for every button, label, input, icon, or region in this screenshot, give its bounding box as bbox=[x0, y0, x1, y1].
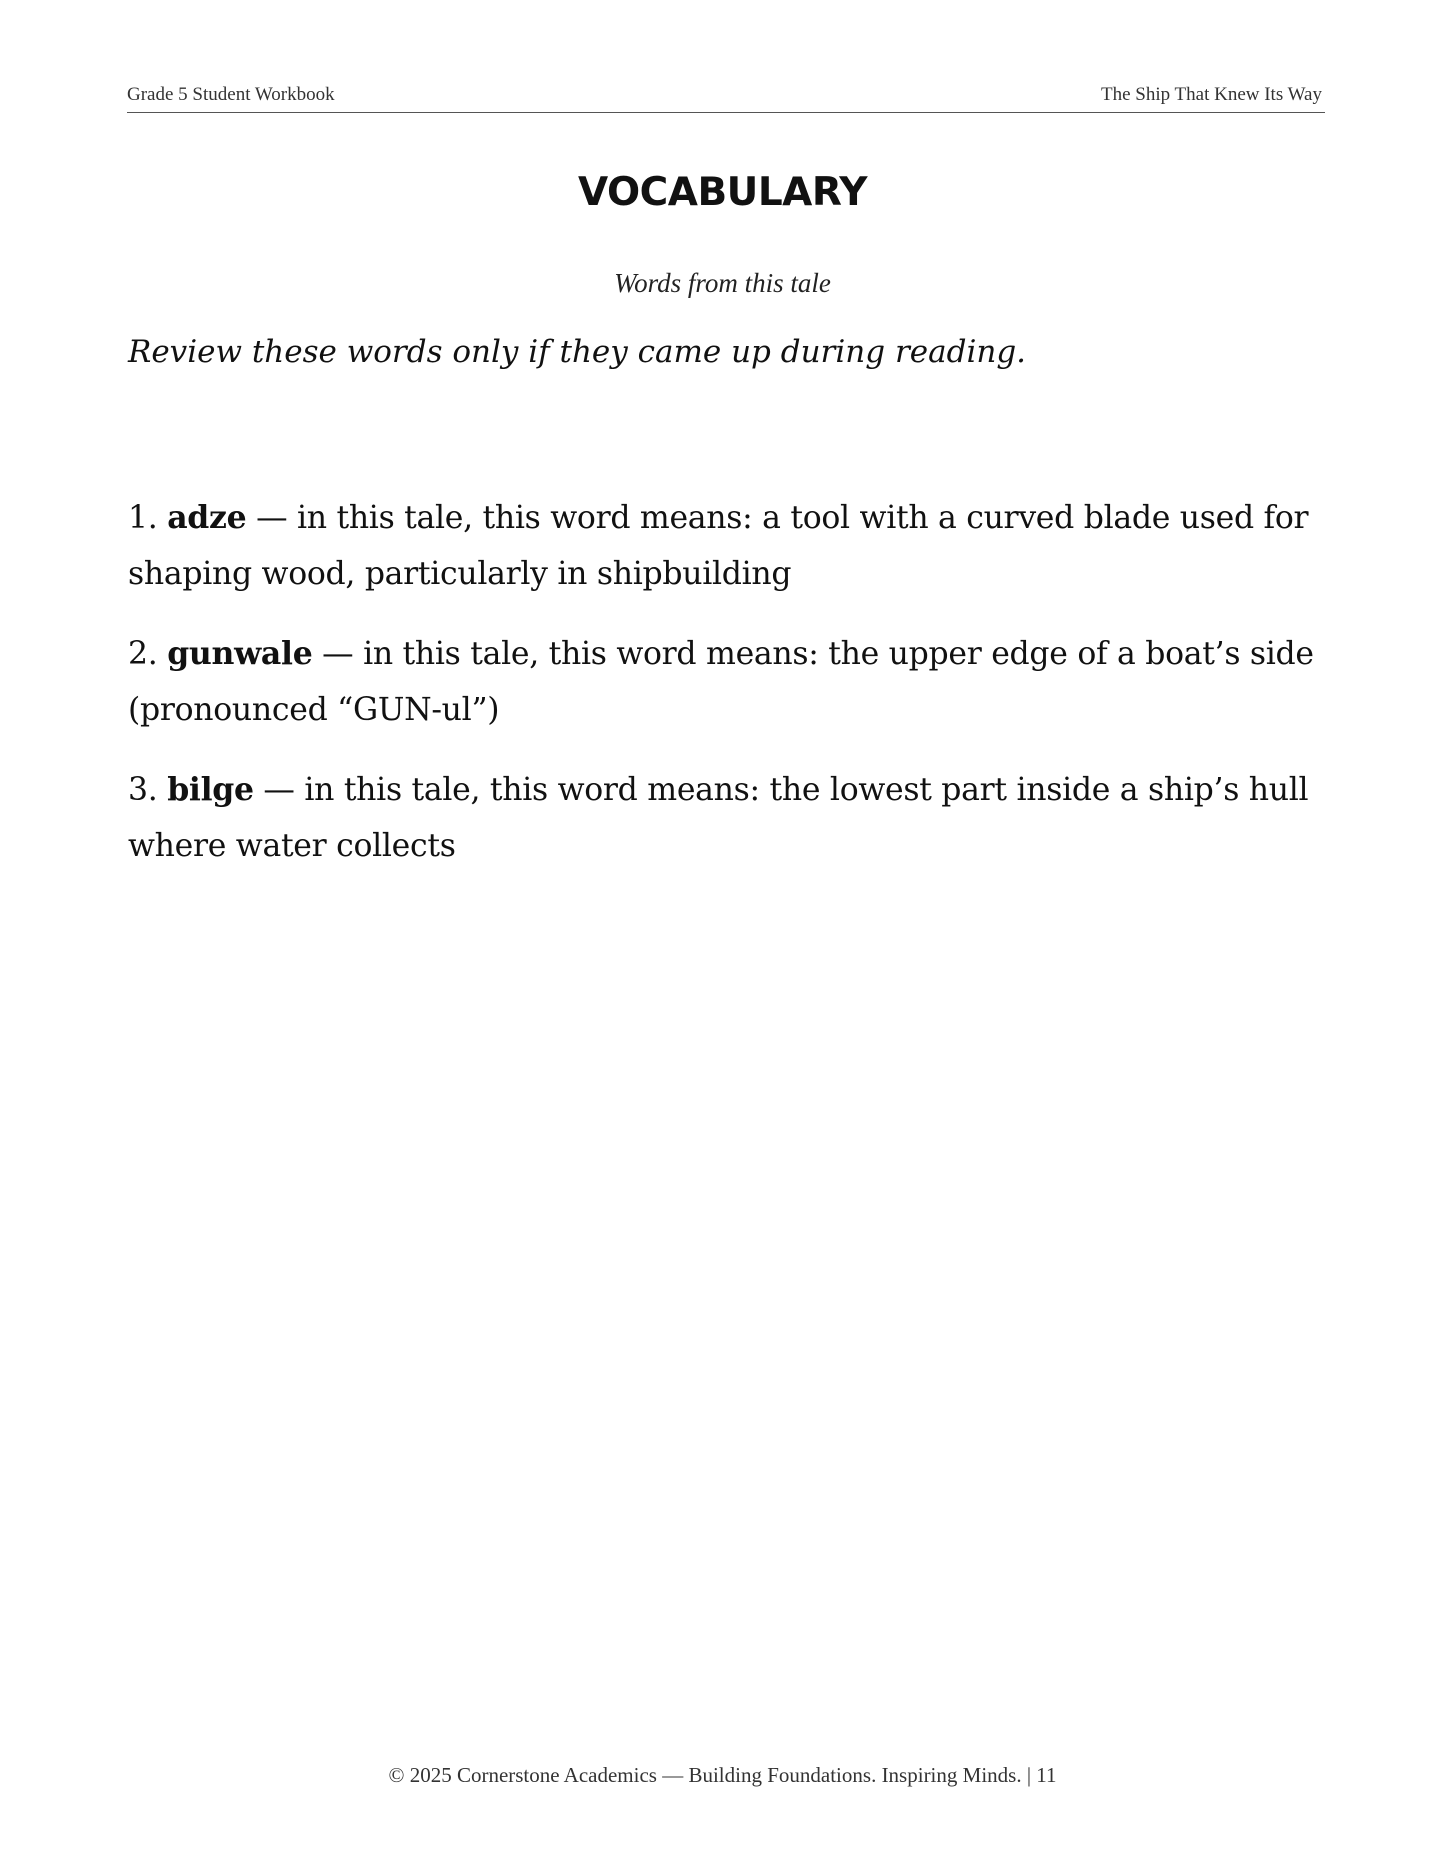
header-story-title: The Ship That Knew Its Way bbox=[1101, 84, 1322, 105]
instruction-text: Review these words only if they came up during reading. bbox=[128, 334, 1027, 370]
running-header bbox=[127, 82, 1325, 113]
page-title: VOCABULARY bbox=[577, 170, 868, 215]
vocabulary-definition: — in this tale, this word means: the lowest part inside a ship’s hull where water collects bbox=[128, 772, 1309, 864]
vocabulary-item bbox=[128, 626, 1328, 738]
vocabulary-item bbox=[128, 762, 1328, 874]
vocabulary-list bbox=[128, 490, 1328, 898]
vocabulary-term: adze bbox=[167, 499, 247, 536]
page-footer: © 2025 Cornerstone Academics — Building Foundations. Inspiring Minds. | 11 bbox=[388, 1763, 1057, 1787]
vocabulary-term: bilge bbox=[167, 771, 254, 808]
vocabulary-definition: — in this tale, this word means: a tool with a curved blade used for shaping wood, particularly in shipbuilding bbox=[128, 500, 1309, 592]
vocabulary-term: gunwale bbox=[167, 635, 313, 672]
page-subtitle: Words from this tale bbox=[614, 268, 831, 298]
vocabulary-number: 2. bbox=[128, 636, 158, 672]
vocabulary-number: 3. bbox=[128, 772, 158, 808]
vocabulary-item bbox=[128, 490, 1328, 602]
vocabulary-number: 1. bbox=[128, 500, 158, 536]
vocabulary-definition: — in this tale, this word means: the upper edge of a boat’s side (pronounced “GUN-ul”) bbox=[128, 636, 1314, 728]
header-workbook-label: Grade 5 Student Workbook bbox=[127, 84, 335, 105]
